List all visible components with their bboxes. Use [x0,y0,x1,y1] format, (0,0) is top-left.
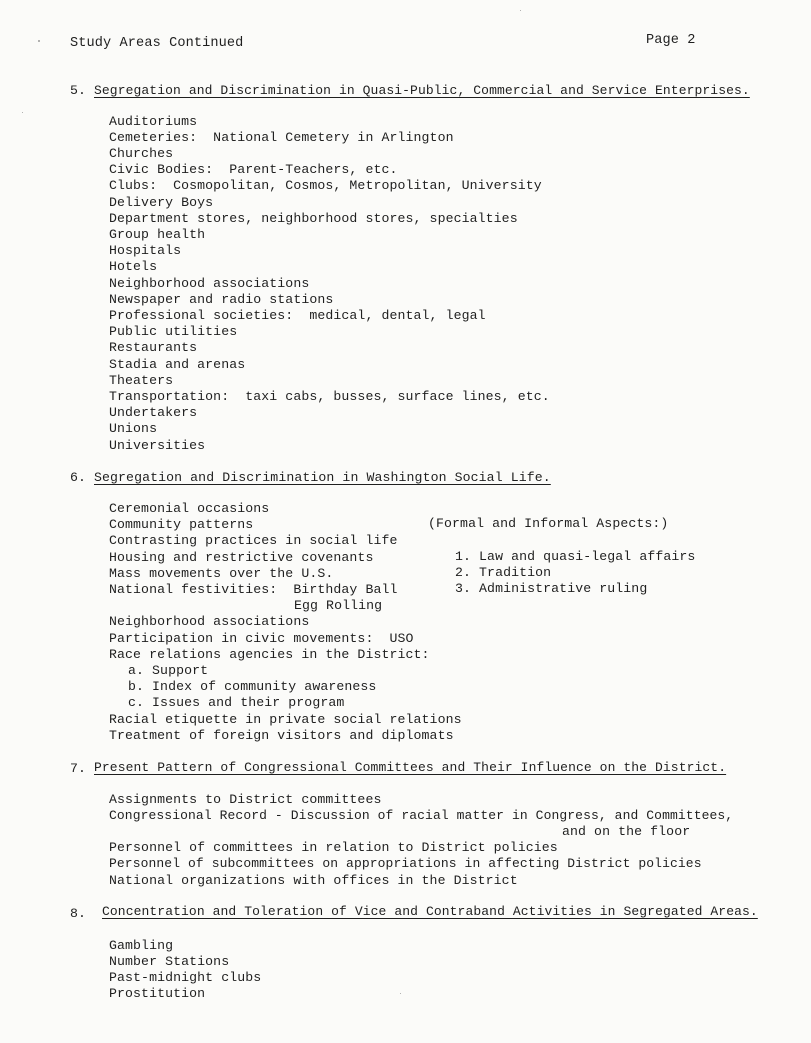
section6-number: 6. [70,470,87,485]
section5-title: Segregation and Discrimination in Quasi-Public, Commercial and Service Enterprises. [94,83,750,98]
list-item: Housing and restrictive covenants [109,550,374,565]
list-item: Assignments to District committees [109,792,382,807]
list-item: Community patterns [109,517,254,532]
section6-title: Segregation and Discrimination in Washington Social Life. [94,470,551,485]
list-item: Theaters [109,373,174,388]
list-item: Public utilities [109,324,238,339]
page-number: Page 2 [646,33,696,48]
list-item: Number Stations [109,954,230,969]
list-item: Neighborhood associations [109,276,310,291]
list-item: National festivities: Birthday Ball [109,582,398,597]
list-item: Neighborhood associations [109,614,310,629]
list-item: Hotels [109,259,158,274]
list-item: Past-midnight clubs [109,970,262,985]
list-item: Unions [109,421,158,436]
section8-number: 8. [70,906,87,921]
list-item: Auditoriums [109,114,198,129]
list-item: Civic Bodies: Parent-Teachers, etc. [109,162,398,177]
sub-list-item: b. Index of community awareness [128,679,377,694]
list-item: Contrasting practices in social life [109,533,398,548]
header-left: Study Areas Continued [70,36,244,51]
list-item: Restaurants [109,340,198,355]
list-item: Egg Rolling [294,598,383,613]
sub-list-item: a. Support [128,663,209,678]
section5-number: 5. [70,83,87,98]
list-item-continuation: and on the floor [562,824,691,839]
list-item: Racial etiquette in private social relations [109,712,462,727]
aspects-item: 3. Administrative ruling [455,581,648,596]
list-item: Prostitution [109,986,206,1001]
list-item: Delivery Boys [109,195,214,210]
list-item: Congressional Record - Discussion of racial matter in Congress, and Committees, [109,808,734,823]
paper-speck [520,10,521,11]
section8-title: Concentration and Toleration of Vice and Contraband Activities in Segregated Areas. [102,904,758,919]
paper-speck [22,112,23,113]
list-item: Clubs: Cosmopolitan, Cosmos, Metropolitan, University [109,178,542,193]
list-item: Undertakers [109,405,198,420]
list-item: Churches [109,146,174,161]
list-item: Professional societies: medical, dental, legal [109,308,486,323]
section7-number: 7. [70,761,87,776]
list-item: Participation in civic movements: USO [109,631,414,646]
list-item: Stadia and arenas [109,357,246,372]
list-item: Cemeteries: National Cemetery in Arlington [109,130,454,145]
aspects-item: 2. Tradition [455,565,552,580]
aspects-item: 1. Law and quasi-legal affairs [455,549,696,564]
list-item: Treatment of foreign visitors and diplomats [109,728,454,743]
list-item: Department stores, neighborhood stores, specialties [109,211,518,226]
list-item: Personnel of committees in relation to District policies [109,840,558,855]
paper-speck [38,40,40,42]
list-item: Hospitals [109,243,182,258]
list-item: Universities [109,438,206,453]
list-item: Transportation: taxi cabs, busses, surface lines, etc. [109,389,550,404]
list-item: Group health [109,227,206,242]
list-item: National organizations with offices in the District [109,873,518,888]
paper-speck [400,993,401,994]
sub-list-item: c. Issues and their program [128,695,345,710]
list-item: Newspaper and radio stations [109,292,334,307]
aspects-heading: (Formal and Informal Aspects:) [428,516,669,531]
list-item: Ceremonial occasions [109,501,270,516]
list-item: Gambling [109,938,174,953]
list-item: Mass movements over the U.S. [109,566,334,581]
list-item: Personnel of subcommittees on appropriations in affecting District policies [109,856,702,871]
list-item: Race relations agencies in the District: [109,647,430,662]
section7-title: Present Pattern of Congressional Committees and Their Influence on the District. [94,760,727,775]
